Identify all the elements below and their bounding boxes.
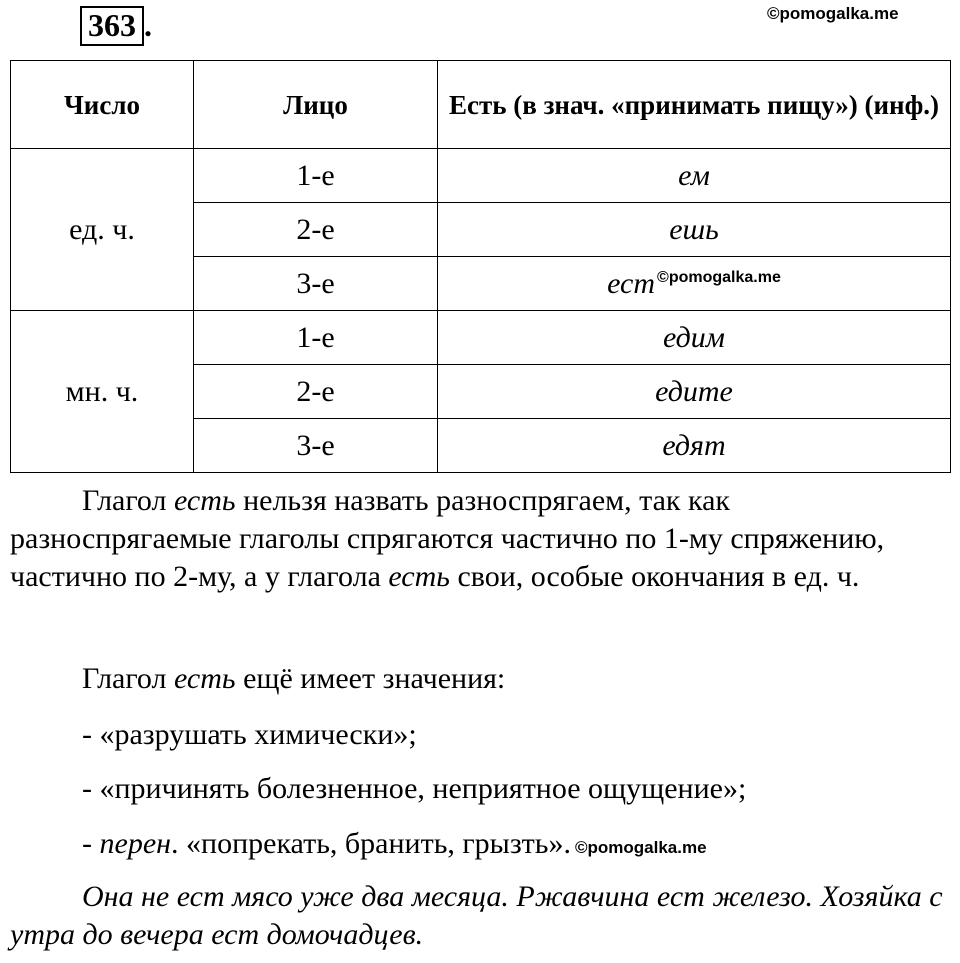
form-cell: едите: [438, 365, 951, 419]
form-cell: ем: [438, 149, 951, 203]
watermark-table: ©pomogalka.me: [657, 268, 781, 286]
table-row: [11, 149, 951, 203]
person-cell: 2-е: [194, 365, 438, 419]
verb-italic: есть: [388, 560, 450, 593]
verb-italic: есть: [174, 484, 236, 517]
verb-italic: есть: [174, 662, 236, 695]
person-cell: 3-е: [194, 257, 438, 311]
form-cell-with-watermark: [438, 257, 951, 311]
task-number-box: 363: [80, 6, 144, 46]
number-plural: мн. ч.: [11, 311, 194, 473]
form-cell: едят: [438, 419, 951, 473]
paragraph-explanation: Глагол есть нельзя назвать разноспрягаем, так как разноспрягаемые глаголы спрягаются частично по 1-му спряжению, частично по 2-му, а у глагола есть свои, особые окончания в ед. ч.: [10, 484, 885, 593]
header-number: Число: [11, 61, 194, 149]
form-cell: едим: [438, 311, 951, 365]
figurative-label: перен: [99, 827, 172, 860]
conjugation-table: [10, 60, 951, 473]
watermark-top: ©pomogalka.me: [767, 4, 899, 23]
person-cell: 1-е: [194, 311, 438, 365]
header-person: Лицо: [194, 61, 438, 149]
meaning-item-3: - перен. «попрекать, бранить, грызть». ©pomogalka.me: [82, 827, 707, 860]
person-cell: 2-е: [194, 203, 438, 257]
person-cell: 3-е: [194, 419, 438, 473]
task-number: 363 .: [80, 6, 152, 46]
person-cell: 1-е: [194, 149, 438, 203]
form-text: ест: [607, 266, 656, 300]
header-verb: Есть (в знач. «принимать пищу») (инф.): [438, 61, 951, 149]
table-header-row: [11, 61, 951, 149]
meaning-item-1: - «разрушать химически»;: [82, 718, 417, 751]
examples-paragraph: Она не ест мясо уже два месяца. Ржавчина ест железо. Хозяйка с утра до вечера ест домочадцев.: [10, 880, 943, 951]
meaning-item-2: - «причинять болезненное, неприятное ощущение»;: [82, 772, 747, 805]
table-row: [11, 311, 951, 365]
number-singular: ед. ч.: [11, 149, 194, 311]
paragraph-meanings: Глагол есть ещё имеет значения:: [82, 662, 506, 695]
watermark-inline: ©pomogalka.me: [574, 838, 707, 857]
form-cell: ешь: [438, 203, 951, 257]
